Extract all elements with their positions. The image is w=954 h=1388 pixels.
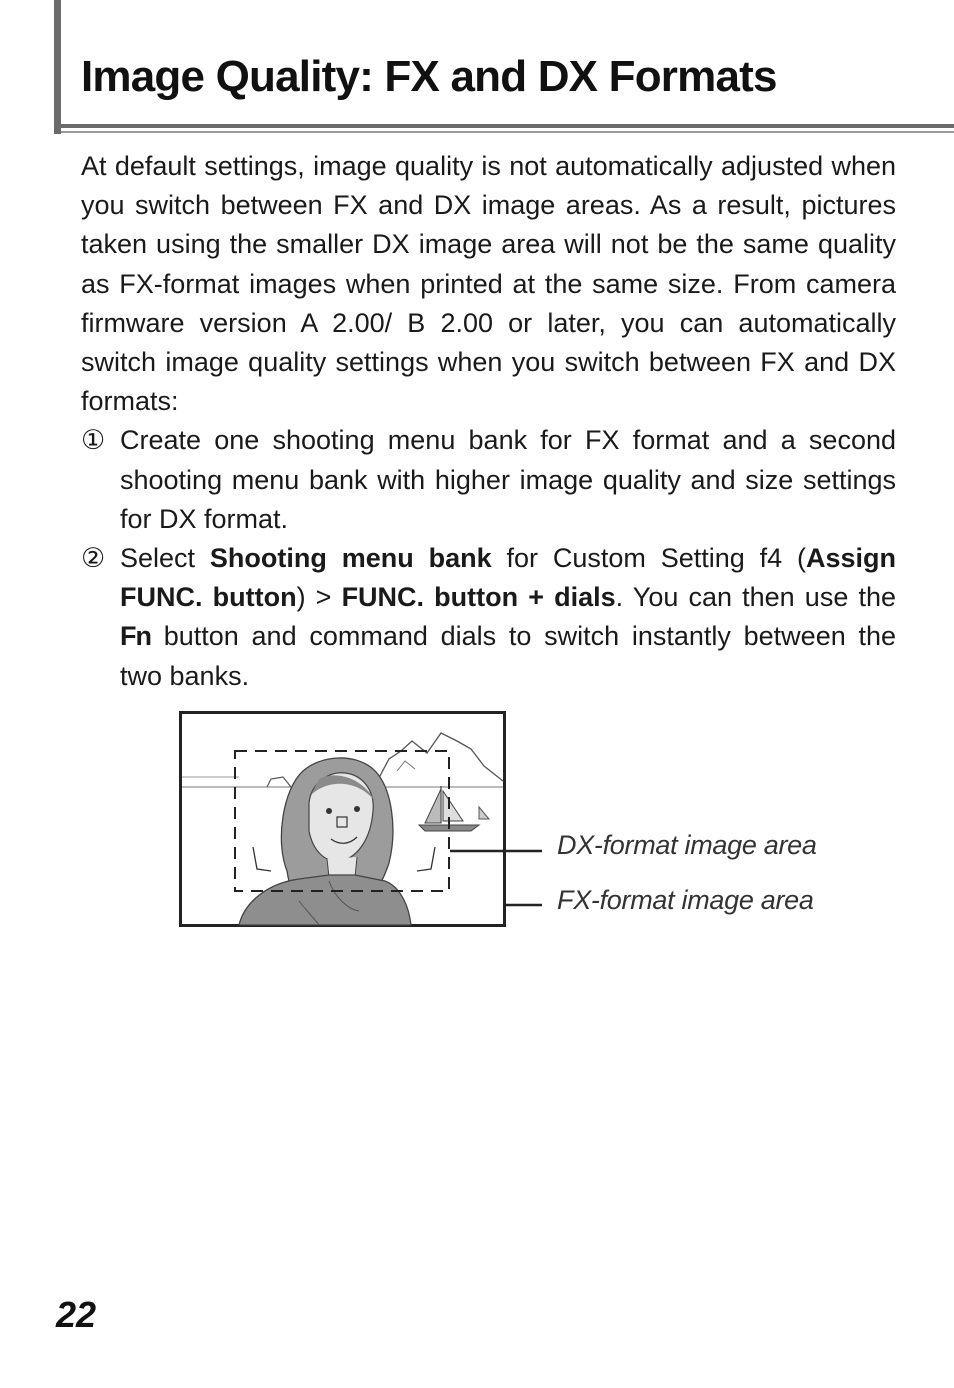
step-1-number: ① xyxy=(81,425,106,456)
dx-format-label: DX-format image area xyxy=(557,830,817,860)
page-title: Image Quality: FX and DX Formats xyxy=(81,52,777,101)
step-2-select: Select xyxy=(120,543,210,574)
section-header xyxy=(54,0,954,134)
step-1 xyxy=(81,421,896,539)
fn-button-icon: Fn xyxy=(120,621,151,652)
step-2-rest: button and command dials to switch instantly between the two banks. xyxy=(120,621,896,691)
menu-item-func-dials: FUNC. button + dials xyxy=(341,582,616,613)
body-text xyxy=(81,147,896,696)
menu-item-shooting-menu-bank: Shooting menu bank xyxy=(209,543,492,574)
intro-paragraph: At default settings, image quality is not automatically adjusted when you switch between FX and DX image areas. As a result, pictures taken using the smaller DX image area will not be the same quality as FX-format images when printed at the same size. From camera firmware version A 2.00/ B 2.00 or later, you can automatically switch image quality settings when you switch between FX and DX formats: xyxy=(81,151,896,417)
step-2-period: . You can then use the xyxy=(615,582,896,613)
header-rule-thin xyxy=(61,131,954,133)
step-2-number: ② xyxy=(81,543,106,574)
page-number: 22 xyxy=(56,1294,97,1335)
leader-lines xyxy=(450,840,550,912)
step-1-text: Create one shooting menu bank for FX format and a second shooting menu bank with higher image quality and size settings for DX format. xyxy=(120,425,896,534)
step-2 xyxy=(81,539,896,696)
menu-item-assign-func: Assign FUNC. button xyxy=(120,543,897,613)
header-rule xyxy=(61,124,954,128)
step-2-gt: ) > xyxy=(296,582,342,613)
fx-format-label: FX-format image area xyxy=(557,885,814,915)
step-2-for-custom: for Custom Setting f4 ( xyxy=(491,543,806,574)
